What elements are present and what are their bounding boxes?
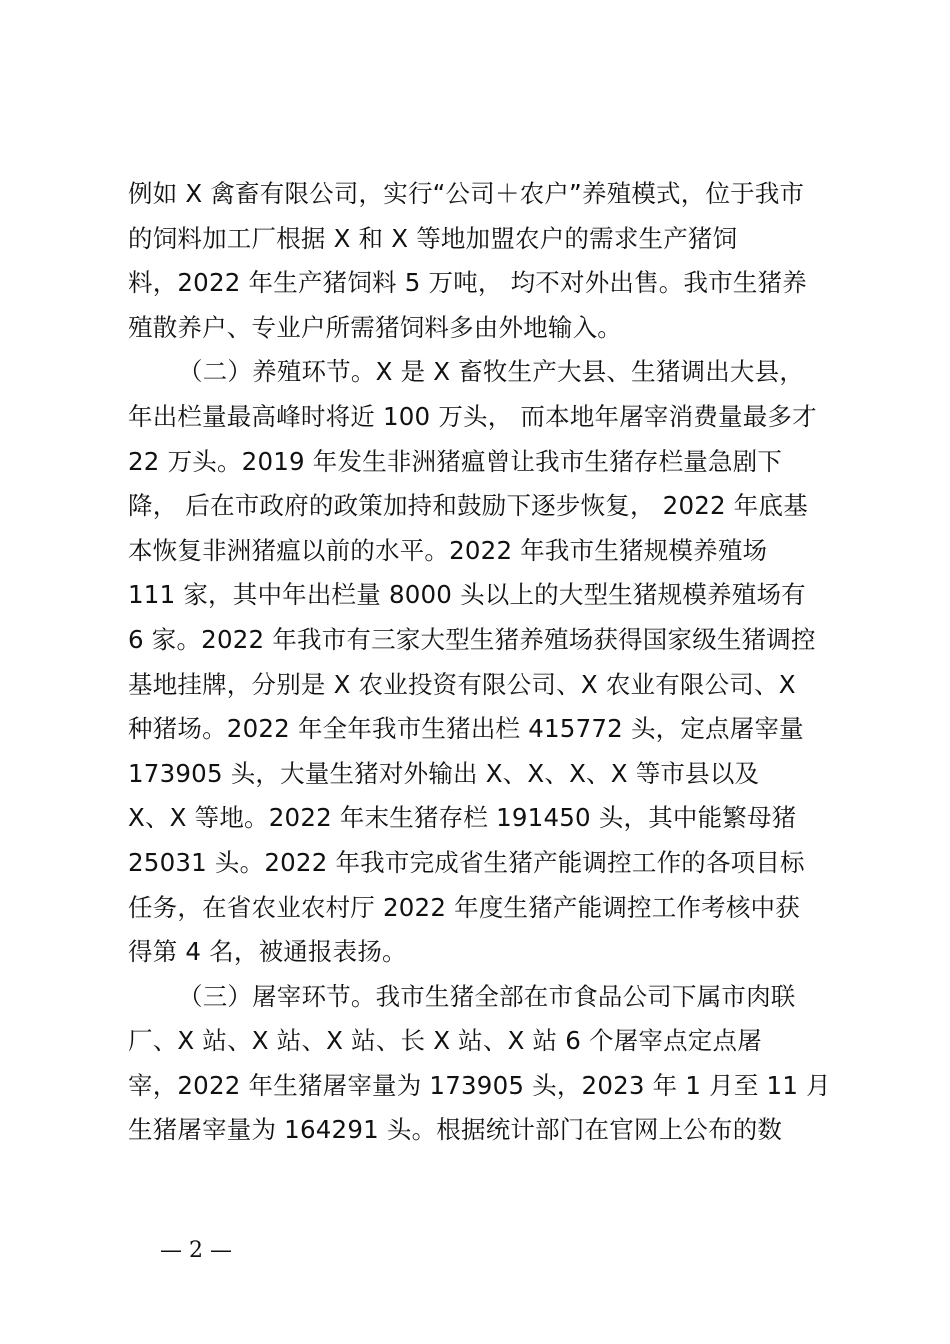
text-line: 殖散养户、专业户所需猪饲料多由外地输入。 — [128, 312, 622, 342]
section-heading-line: （二）养殖环节。X 是 X 畜牧生产大县、生猪调出大县， — [178, 357, 805, 387]
text-line: 得第 4 名，被通报表扬。 — [128, 937, 407, 967]
text-line: 本恢复非洲猪瘟以前的水平。2022 年我市生猪规模养殖场 — [128, 535, 768, 565]
text-line: 例如 X 禽畜有限公司，实行“公司＋农户”养殖模式，位于我市 — [128, 179, 805, 208]
text-line: 111 家，其中年出栏量 8000 头以上的大型生猪规模养殖场有 — [128, 580, 806, 610]
text-line: 22 万头。2019 年发生非洲猪瘟曾让我市生猪存栏量急剧下 — [128, 446, 783, 476]
text-line: 任务，在省农业农村厅 2022 年度生猪产能调控工作考核中获 — [128, 892, 800, 922]
text-line: 降， 后在市政府的政策加持和鼓励下逐步恢复， 2022 年底基 — [128, 491, 808, 521]
text-line: 的饲料加工厂根据 X 和 X 等地加盟农户的需求生产猪饲 — [128, 223, 738, 253]
text-line: 173905 头，大量生猪对外输出 X、X、X、X 等市县以及 — [128, 758, 760, 788]
text-line: 厂、X 站、X 站、X 站、长 X 站、X 站 6 个屠宰点定点屠 — [128, 1026, 762, 1056]
text-line: 25031 头。2022 年我市完成省生猪产能调控工作的各项目标 — [128, 847, 805, 877]
text-line: 种猪场。2022 年全年我市生猪出栏 415772 头，定点屠宰量 — [128, 714, 804, 744]
text-line: 年出栏量最高峰时将近 100 万头， 而本地年屠宰消费量最多才 — [128, 401, 817, 431]
text-line: 宰，2022 年生猪屠宰量为 173905 头，2023 年 1 月至 11 月 — [128, 1070, 831, 1100]
text-line: X、X 等地。2022 年末生猪存栏 191450 头，其中能繁母猪 — [128, 803, 797, 833]
page-number: — 2 — — [160, 1238, 232, 1263]
text-line: 6 家。2022 年我市有三家大型生猪养殖场获得国家级生猪调控 — [128, 624, 816, 654]
body-text — [128, 172, 838, 1153]
section-heading-line: （三）屠宰环节。我市生猪全部在市食品公司下属市肉联 — [178, 981, 796, 1011]
text-line: 生猪屠宰量为 164291 头。根据统计部门在官网上公布的数 — [128, 1115, 783, 1145]
text-line: 基地挂牌，分别是 X 农业投资有限公司、X 农业有限公司、X — [128, 669, 796, 699]
text-line: 料，2022 年生产猪饲料 5 万吨， 均不对外出售。我市生猪养 — [128, 268, 807, 298]
